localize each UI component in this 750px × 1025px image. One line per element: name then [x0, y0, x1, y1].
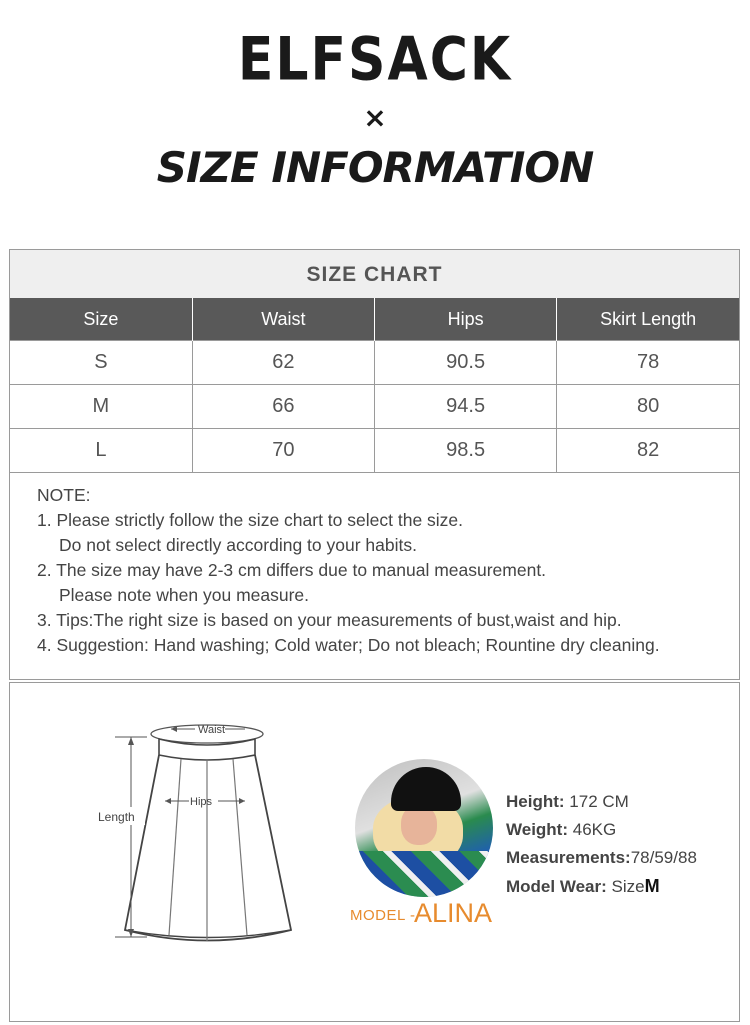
- table-cell: 78: [557, 341, 739, 385]
- table-row: [10, 341, 739, 385]
- model-measurements: [506, 844, 697, 872]
- table-cell: M: [10, 385, 192, 429]
- column-header: Size: [10, 298, 192, 341]
- table-cell: 66: [192, 385, 374, 429]
- model-label: MODEL -: [350, 907, 416, 924]
- table-cell: S: [10, 341, 192, 385]
- waist-label: Waist: [198, 724, 226, 736]
- page-title: SIZE INFORMATION: [156, 143, 594, 192]
- table-row: [10, 385, 739, 429]
- model-height: [506, 788, 697, 816]
- column-header: Skirt Length: [557, 298, 739, 341]
- table-cell: 70: [192, 429, 374, 473]
- note-line: 4. Suggestion: Hand washing; Cold water; Do not bleach; Rountine dry cleaning.: [37, 635, 660, 655]
- column-header: Waist: [192, 298, 374, 341]
- note-line: 2. The size may have 2-3 cm differs due to manual measurement.: [37, 560, 547, 580]
- column-header: Hips: [375, 298, 557, 341]
- note-line: Please note when you measure.: [59, 585, 310, 605]
- collab-times-icon: ×: [363, 101, 387, 134]
- stat-label: Measurements:: [506, 848, 631, 867]
- table-cell: 98.5: [375, 429, 557, 473]
- stat-value: 172 CM: [569, 792, 629, 811]
- size-chart: [9, 249, 740, 473]
- length-label: Length: [98, 810, 135, 824]
- model-hat: [391, 767, 461, 811]
- model-info-panel: [9, 682, 740, 1022]
- table-cell: 82: [557, 429, 739, 473]
- table-cell: L: [10, 429, 192, 473]
- table-header-row: [10, 298, 739, 341]
- model-photo: [355, 759, 493, 897]
- model-wear: [506, 872, 697, 901]
- notes-heading: NOTE:: [37, 485, 91, 505]
- stat-value: 46KG: [572, 820, 617, 839]
- skirt-diagram: [95, 715, 305, 965]
- model-coat: [355, 851, 493, 897]
- stat-label: Weight:: [506, 820, 569, 839]
- size-table: [10, 298, 739, 472]
- wear-size: M: [644, 876, 660, 896]
- note-line: 3. Tips:The right size is based on your measurements of bust,waist and hip.: [37, 610, 622, 630]
- stat-value: 78/59/88: [630, 848, 697, 867]
- brand-logo: ELFSACK: [237, 25, 513, 95]
- model-name: ALINA: [414, 898, 493, 928]
- model-weight: [506, 816, 697, 844]
- table-cell: 80: [557, 385, 739, 429]
- model-stats: [506, 788, 697, 901]
- table-cell: 62: [192, 341, 374, 385]
- size-notes: [9, 466, 740, 680]
- stat-label: Height:: [506, 792, 565, 811]
- note-line: Do not select directly according to your habits.: [59, 535, 417, 555]
- hips-label: Hips: [190, 796, 213, 808]
- table-cell: 90.5: [375, 341, 557, 385]
- note-line: 1. Please strictly follow the size chart to select the size.: [37, 510, 464, 530]
- size-chart-title: SIZE CHART: [10, 250, 739, 298]
- stat-label: Model Wear:: [506, 877, 607, 896]
- model-face: [401, 805, 437, 845]
- stat-value: Size: [611, 877, 645, 896]
- table-cell: 94.5: [375, 385, 557, 429]
